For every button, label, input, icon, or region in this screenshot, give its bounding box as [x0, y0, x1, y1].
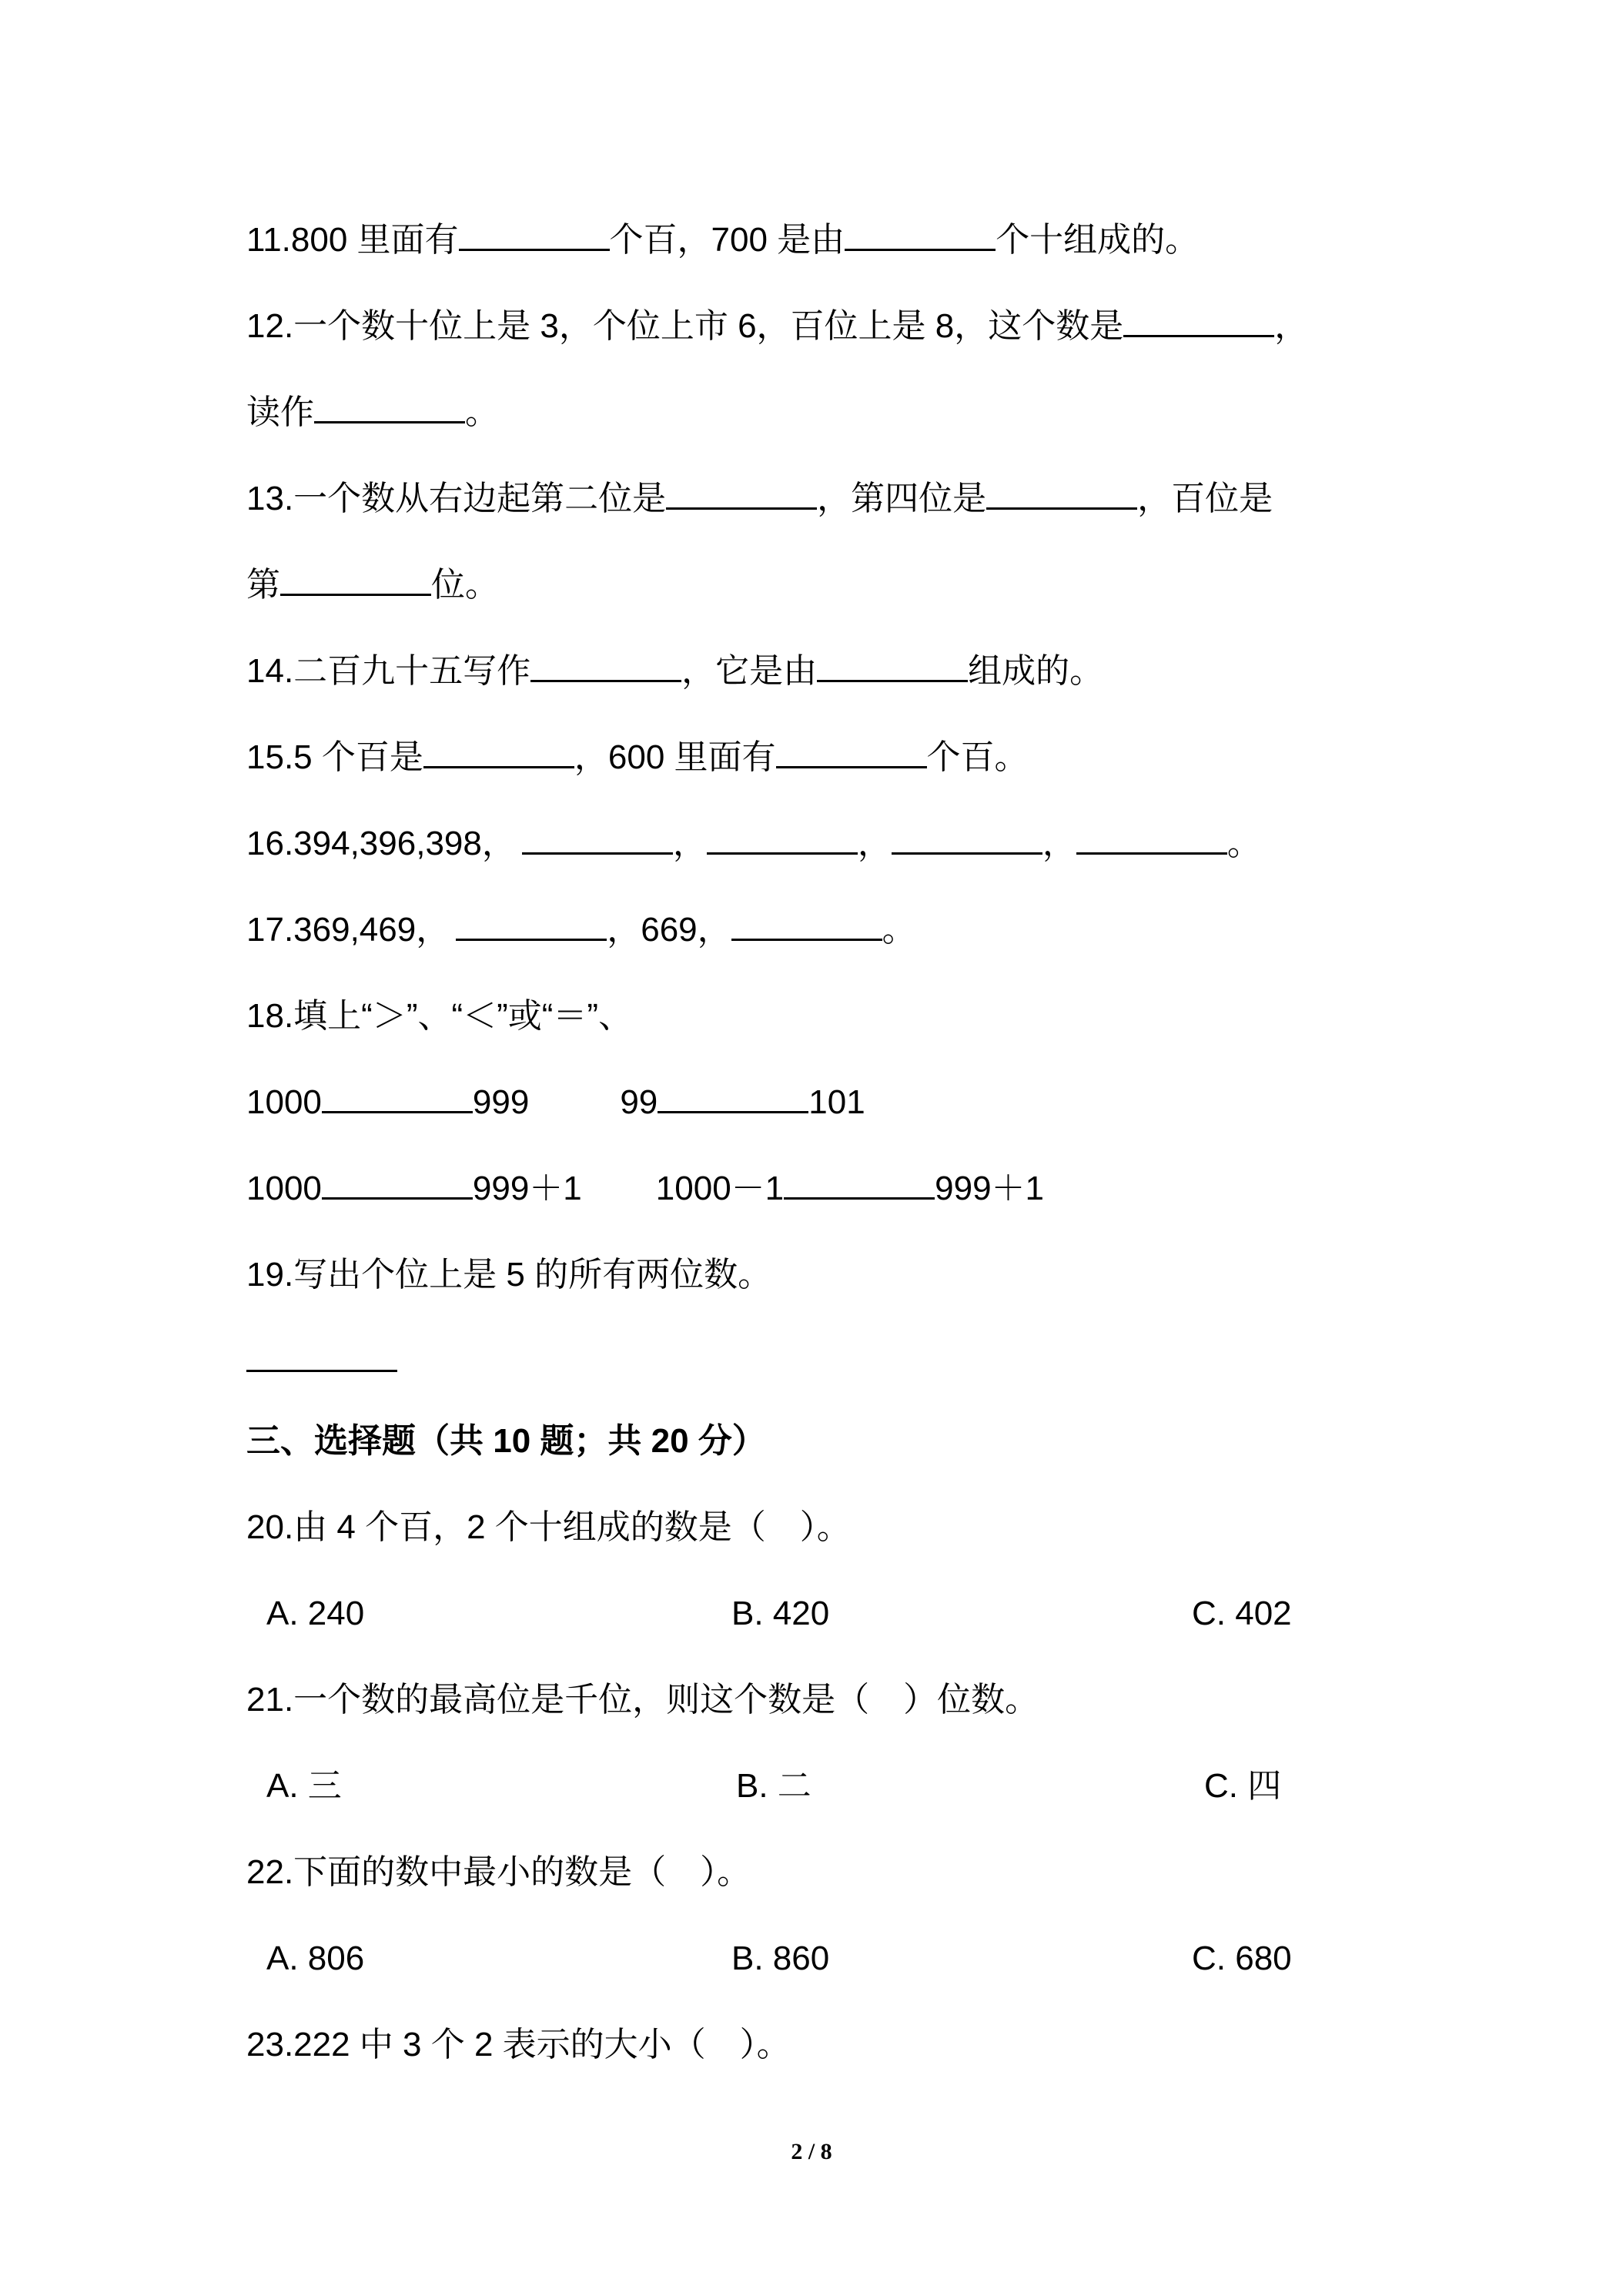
q12-text-a: 12.一个数十位上是 3，个位上市 6，百位上是 8，这个数是: [246, 307, 1124, 345]
q16-end: 。: [1226, 825, 1261, 862]
section3-title: 三、选择题（共 10 题；共 20 分）: [246, 1422, 766, 1460]
q20-text: 20.由 4 个百，2 个十组成的数是（ ）。: [246, 1508, 851, 1546]
question-13-cont: [246, 562, 1500, 608]
question-18-row1: [246, 1079, 1500, 1126]
question-12-cont: [246, 390, 1500, 436]
section-title: [246, 1418, 1500, 1464]
answer-blank[interactable]: [784, 1166, 935, 1200]
answer-blank[interactable]: [246, 1339, 397, 1372]
q16-sep: ，: [857, 825, 892, 862]
answer-blank[interactable]: [522, 822, 673, 855]
question-20: [246, 1504, 1500, 1551]
q11-text-a: 11.800 里面有: [246, 221, 459, 259]
answer-blank[interactable]: [817, 649, 968, 682]
q20-option-a[interactable]: A. 240: [266, 1595, 365, 1632]
answer-blank[interactable]: [456, 908, 607, 941]
question-19-answer: [246, 1338, 1500, 1384]
q12-text-c: 读作: [246, 393, 314, 431]
q22-text: 22.下面的数中最小的数是（ ）。: [246, 1853, 751, 1891]
question-18-row2: [246, 1166, 1500, 1212]
question-22: [246, 1849, 1500, 1896]
q18-r1-d: 101: [808, 1083, 865, 1121]
q21-text: 21.一个数的最高位是千位，则这个数是（ ）位数。: [246, 1681, 1039, 1719]
q17-text-c: 。: [882, 911, 916, 949]
q20-option-c[interactable]: C. 402: [1192, 1595, 1292, 1632]
q16-text-a: 16.394,396,398，: [246, 825, 516, 862]
q20-option-b[interactable]: B. 420: [731, 1595, 830, 1632]
q22-option-b[interactable]: B. 860: [731, 1940, 830, 1977]
answer-blank[interactable]: [314, 390, 465, 423]
question-17: [246, 907, 1500, 953]
q18-title: 18.填上“＞”、“＜”或“＝”、: [246, 997, 633, 1035]
answer-blank[interactable]: [986, 477, 1137, 510]
q11-text-b: 个百，700 是由: [609, 221, 845, 259]
question-23: [246, 2022, 1500, 2068]
page-number: 2 / 8: [791, 2139, 832, 2164]
q13-text-b: ，第四位是: [817, 480, 987, 517]
q18-r1-c: 99: [620, 1083, 658, 1121]
q18-r2-b: 999＋1: [472, 1170, 582, 1207]
q13-text-d: 第: [246, 566, 280, 604]
question-16: [246, 821, 1500, 867]
answer-blank[interactable]: [322, 1166, 473, 1200]
question-11: [246, 217, 1500, 263]
answer-blank[interactable]: [845, 218, 996, 251]
q18-r2-d: 999＋1: [935, 1170, 1045, 1207]
question-19: [246, 1252, 1500, 1298]
q17-text-b: ，669，: [607, 911, 731, 949]
q14-text-b: ，它是由: [681, 652, 818, 690]
answer-blank[interactable]: [280, 563, 431, 596]
q18-r2-c: 1000－1: [655, 1170, 785, 1207]
q18-r2-a: 1000: [246, 1170, 322, 1207]
q12-text-d: 。: [465, 393, 499, 431]
question-18: [246, 993, 1500, 1039]
q13-text-a: 13.一个数从右边起第二位是: [246, 480, 667, 517]
q11-text-c: 个十组成的。: [996, 221, 1200, 259]
answer-blank[interactable]: [731, 908, 882, 941]
q19-text: 19.写出个位上是 5 的所有两位数。: [246, 1256, 772, 1294]
q22-option-a[interactable]: A. 806: [266, 1940, 365, 1977]
q15-text-b: ，600 里面有: [574, 738, 776, 776]
answer-blank[interactable]: [459, 218, 610, 251]
q21-option-b[interactable]: B. 二: [736, 1767, 812, 1805]
question-21: [246, 1677, 1500, 1723]
q21-option-a[interactable]: A. 三: [266, 1767, 342, 1805]
answer-blank[interactable]: [658, 1080, 808, 1113]
q18-r1-a: 1000: [246, 1083, 322, 1121]
q16-sep: ，: [1042, 825, 1076, 862]
answer-blank[interactable]: [892, 822, 1042, 855]
answer-blank[interactable]: [530, 649, 681, 682]
answer-blank[interactable]: [776, 735, 927, 768]
answer-blank[interactable]: [1076, 822, 1227, 855]
q13-text-e: 位。: [431, 566, 499, 604]
q22-option-c[interactable]: C. 680: [1192, 1940, 1292, 1977]
q17-text-a: 17.369,469，: [246, 911, 450, 949]
question-13: [246, 476, 1500, 522]
q21-option-c[interactable]: C. 四: [1204, 1767, 1282, 1805]
question-12: [246, 303, 1500, 350]
answer-blank[interactable]: [666, 477, 817, 510]
answer-blank[interactable]: [1123, 304, 1274, 337]
q15-text-c: 个百。: [926, 738, 1029, 776]
q15-text-a: 15.5 个百是: [246, 738, 423, 776]
q18-r1-b: 999: [472, 1083, 530, 1121]
question-15: [246, 735, 1500, 781]
q14-text-a: 14.二百九十五写作: [246, 652, 531, 690]
q23-text: 23.222 中 3 个 2 表示的大小（ ）。: [246, 2026, 791, 2063]
q14-text-c: 组成的。: [968, 652, 1104, 690]
q16-sep: ，: [672, 825, 707, 862]
answer-blank[interactable]: [423, 735, 574, 768]
q13-text-c: ，百位是: [1137, 480, 1273, 517]
question-14: [246, 648, 1500, 694]
answer-blank[interactable]: [322, 1080, 473, 1113]
q12-text-b: ，: [1274, 307, 1309, 345]
answer-blank[interactable]: [707, 822, 858, 855]
